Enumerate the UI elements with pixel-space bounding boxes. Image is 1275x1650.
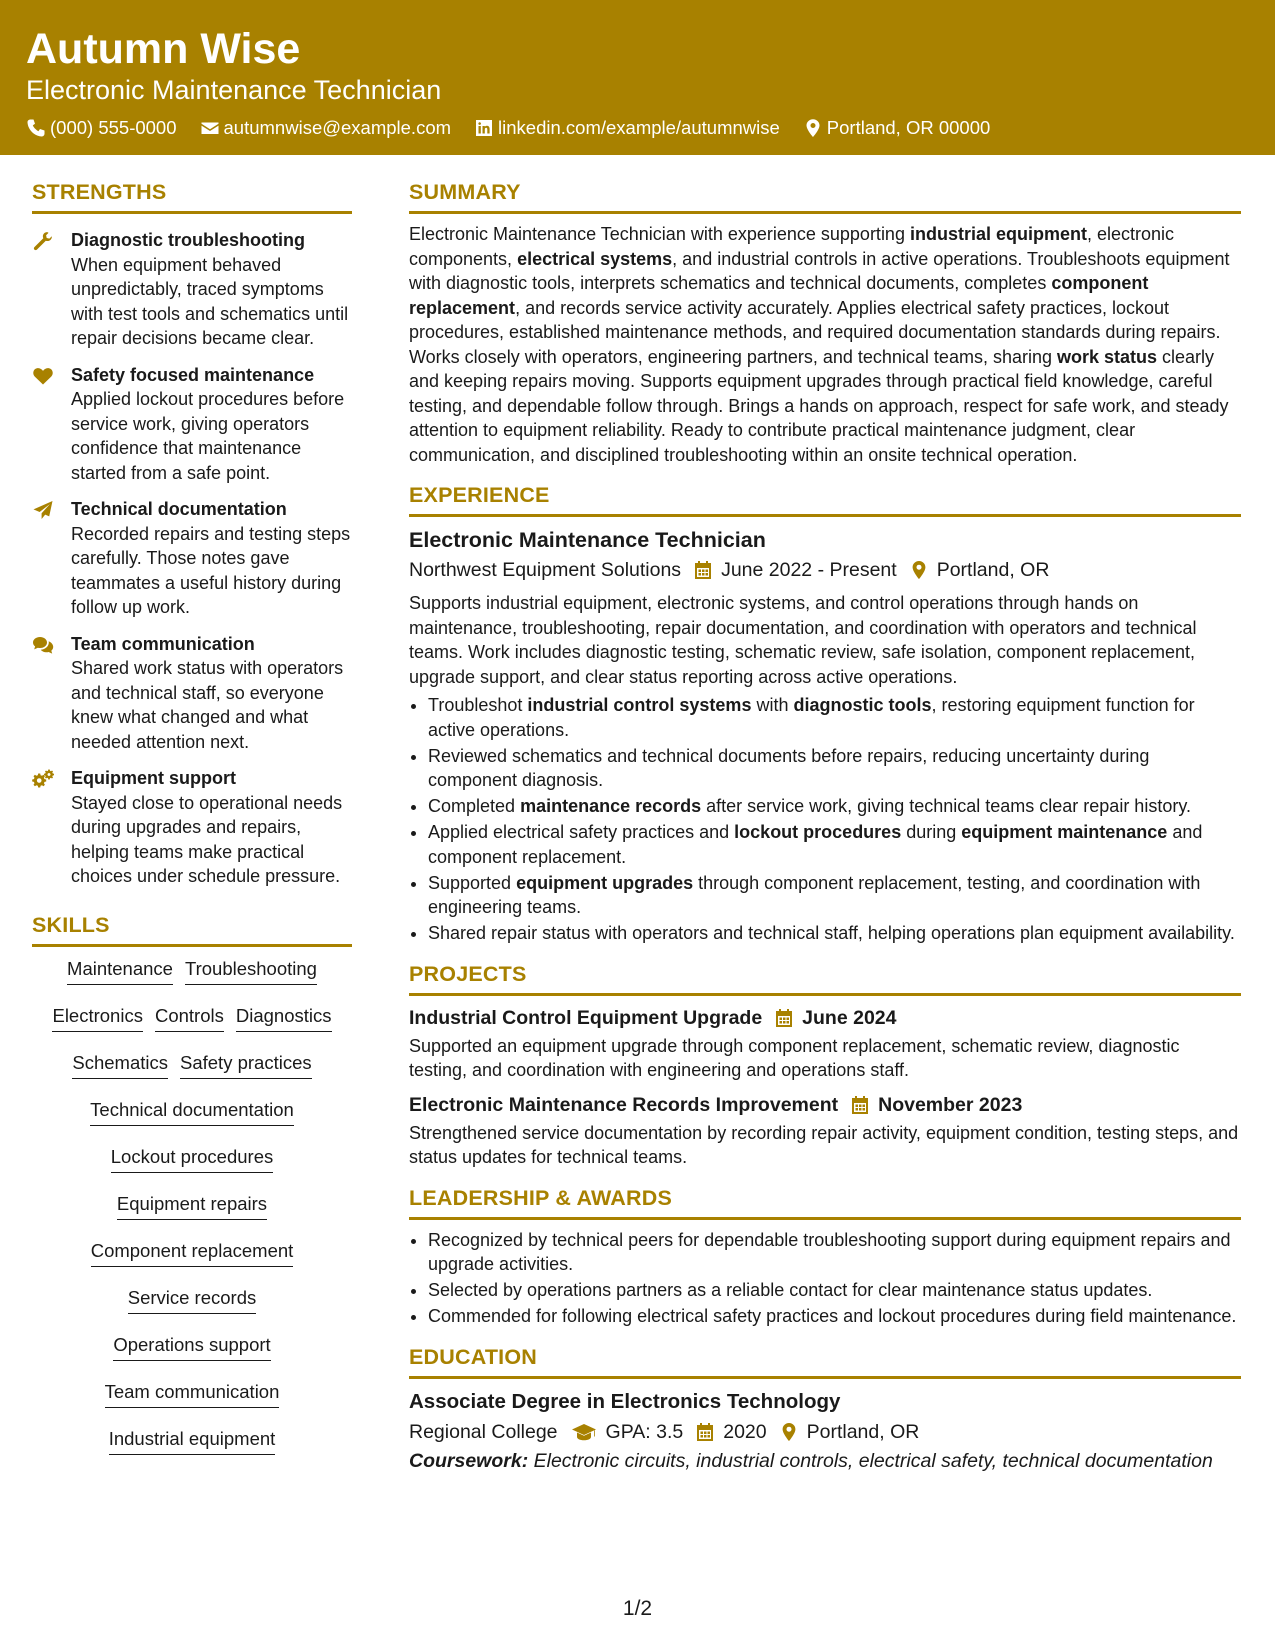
skill-row [32, 1145, 352, 1192]
job-description: Supports industrial equipment, electronic systems, and control operations through hands on maintenance, troubleshooting, repair documentation, and coordination with operators and technical teams. Work includes diagnostic testing, schematic review, safe isolation, component replacement, upgrade support, and clear status reporting across active operations. [409, 593, 1197, 687]
strength-item [32, 497, 352, 620]
skill-row [32, 1427, 352, 1474]
bold-phrase: industrial equipment [909, 224, 1087, 244]
calendar-icon [851, 1095, 869, 1115]
text-run: Completed [428, 796, 521, 816]
project-description: Strengthened service documentation by recording repair activity, equipment condition, testing steps, and status updates for technical teams. [409, 1122, 1239, 1167]
list-item: • Recognized by technical peers for dependable troubleshooting support during equipment repairs and upgrade activities. [428, 1228, 1241, 1277]
skill-tag: Industrial equipment [109, 1427, 276, 1455]
skill-tag: Operations support [113, 1333, 270, 1361]
project-date: June 2024 [802, 1006, 897, 1029]
cogs-icon [32, 769, 54, 789]
skills-heading: SKILLS [32, 911, 352, 947]
contact-phone [26, 114, 177, 142]
list-item [428, 820, 1241, 869]
skill-tag: Team communication [105, 1380, 280, 1408]
project-title: Electronic Maintenance Records Improvement [409, 1093, 839, 1116]
job-meta [409, 555, 1241, 585]
coursework [409, 1449, 1241, 1474]
degree-title: Associate Degree in Electronics Technology [409, 1389, 841, 1413]
text-run: , and records service activity accurately. Applies electrical safety practices, lockout procedures, established maintenance methods, and required documentation standards during repairs. Works closely with operators, engineering partners, and technical teams, sharing [409, 297, 1221, 367]
phone-icon [26, 118, 46, 138]
strength-title: Team communication [71, 633, 255, 654]
contact-location [803, 114, 991, 142]
job-bullets [409, 693, 1241, 946]
strength-item [32, 766, 352, 889]
skill-tag: Controls [155, 1004, 224, 1032]
skill-tag: Schematics [72, 1051, 168, 1079]
envelope-icon [200, 118, 220, 138]
strength-description: Recorded repairs and testing steps carefully. Those notes gave teammates a useful history during follow up work. [71, 523, 351, 617]
list-item [428, 871, 1241, 920]
project-item [409, 1004, 1241, 1083]
email-text: autumnwise@example.com [223, 117, 452, 138]
linkedin-text: linkedin.com/example/autumnwise [498, 117, 780, 138]
skill-row [32, 1333, 352, 1380]
candidate-title: Electronic Maintenance Technician [26, 75, 442, 105]
list-item [428, 794, 1241, 819]
coursework-label: Coursework: [409, 1449, 529, 1472]
skill-row [32, 1051, 352, 1098]
strength-title: Diagnostic troubleshooting [71, 230, 305, 250]
location-text: Portland, OR 00000 [826, 117, 991, 138]
project-header [409, 1004, 1241, 1032]
skill-tag: Equipment repairs [117, 1192, 267, 1220]
skill-row [32, 1380, 352, 1427]
comments-icon [32, 635, 54, 655]
gpa: GPA: 3.5 [605, 1420, 684, 1443]
wrench-icon [32, 231, 54, 251]
right-column [409, 178, 1241, 1487]
text-run: Applied electrical safety practices and [428, 822, 735, 842]
project-header [409, 1091, 1241, 1119]
text-run: and component replacement. [428, 822, 1203, 867]
strength-description: Shared work status with operators and technical staff, so everyone knew what changed and what needed attention next. [71, 658, 344, 752]
strength-item [32, 632, 352, 755]
education-location: Portland, OR [806, 1420, 920, 1443]
job-title: Electronic Maintenance Technician [409, 528, 766, 552]
strength-title: Technical documentation [71, 499, 287, 519]
text-run: with [751, 695, 794, 715]
strength-item [32, 363, 352, 486]
text-run: , restoring equipment function for active operations. [428, 695, 1195, 740]
skill-tag: Lockout procedures [111, 1145, 274, 1173]
strength-description: When equipment behaved unpredictably, traced symptoms with test tools and schematics until repair decisions became clear. [71, 254, 349, 348]
skill-row [32, 957, 352, 1004]
candidate-name: Autumn Wise [26, 25, 301, 73]
strength-description: Applied lockout procedures before service work, giving operators confidence that maintenance started from a safe point. [71, 389, 345, 483]
leadership-heading: LEADERSHIP & AWARDS [409, 1184, 1241, 1220]
school-name: Regional College [409, 1420, 558, 1443]
graduation-cap-icon [571, 1422, 597, 1442]
page-number: 1/2 [622, 1597, 653, 1620]
text-run: clearly and keeping repairs moving. Supports equipment upgrades through practical field knowledge, careful testing, and dependable follow through. Brings a hands on approach, respect for safe work, and steady attention to equipment reliability. Ready to contribute practical maintenance judgment, clear communication, and disciplined troubleshooting within an onsite technical operation. [409, 346, 1229, 465]
projects-section [409, 960, 1241, 1170]
contact-bar [26, 114, 1013, 142]
project-date: November 2023 [878, 1093, 1023, 1116]
bold-phrase: work status [1057, 346, 1158, 367]
skill-tag: Troubleshooting [185, 957, 317, 985]
education-heading: EDUCATION [409, 1343, 1241, 1379]
skill-tag: Technical documentation [90, 1098, 294, 1126]
text-run: Shared repair status with operators and technical staff, helping operations plan equipment availability. [428, 923, 1235, 943]
company-name: Northwest Equipment Solutions [409, 559, 682, 581]
project-description: Supported an equipment upgrade through component replacement, schematic review, diagnostic testing, and coordination with engineering and operations staff. [409, 1035, 1180, 1080]
phone-text: (000) 555-0000 [50, 117, 177, 138]
strengths-list [32, 228, 352, 889]
leadership-list [409, 1228, 1241, 1329]
heart-icon [32, 366, 54, 386]
map-marker-icon [910, 560, 928, 580]
bold-phrase: equipment upgrades [516, 872, 694, 893]
education-section [409, 1343, 1241, 1474]
skill-row [32, 1239, 352, 1286]
skill-tag: Component replacement [91, 1239, 294, 1267]
coursework-text: Electronic circuits, industrial controls, electrical safety, technical documentation [528, 1449, 1213, 1472]
text-run: through component replacement, testing, and coordination with engineering teams. [428, 872, 1201, 917]
strength-description: Stayed close to operational needs during upgrades and repairs, helping teams make practical choices under schedule pressure. [71, 792, 343, 886]
skill-row [32, 1286, 352, 1333]
bold-phrase: component replacement [409, 273, 1149, 318]
list-item [428, 744, 1241, 793]
experience-section [409, 481, 1241, 946]
text-run: during [901, 822, 962, 842]
skill-tag: Service records [128, 1286, 257, 1314]
summary-heading: SUMMARY [409, 178, 1241, 214]
strength-title: Safety focused maintenance [71, 364, 315, 385]
skill-tag: Safety practices [180, 1051, 312, 1079]
skill-tag: Electronics [52, 1004, 142, 1032]
text-run: after service work, giving technical teams clear repair history. [701, 796, 1191, 816]
skills-list [32, 957, 352, 1474]
text-run: Troubleshot [428, 695, 528, 715]
education-meta [409, 1417, 1241, 1447]
skill-tag: Maintenance [67, 957, 173, 985]
project-item [409, 1091, 1241, 1170]
contact-linkedin[interactable] [474, 114, 780, 142]
text-run: Electronic Maintenance Technician with experience supporting [409, 224, 910, 244]
linkedin-icon [474, 118, 494, 138]
job-dates: June 2022 - Present [721, 559, 897, 581]
calendar-icon [775, 1008, 793, 1028]
list-item [428, 921, 1241, 946]
projects-heading: PROJECTS [409, 960, 1241, 996]
strength-item [32, 228, 352, 351]
skill-row [32, 1004, 352, 1051]
bold-phrase: industrial control systems [527, 695, 752, 715]
strength-title: Equipment support [71, 768, 236, 788]
leadership-section [409, 1184, 1241, 1329]
skill-row [32, 1192, 352, 1239]
bold-phrase: maintenance records [520, 796, 702, 816]
text-run: Supported [428, 872, 517, 893]
experience-heading: EXPERIENCE [409, 481, 1241, 517]
calendar-icon [694, 560, 712, 580]
calendar-icon [696, 1422, 714, 1442]
contact-email[interactable] [200, 114, 452, 142]
summary-section [409, 178, 1241, 467]
bold-phrase: diagnostic tools [793, 695, 932, 715]
summary-text [409, 222, 1241, 467]
list-item [428, 693, 1241, 742]
job-location: Portland, OR [936, 559, 1050, 581]
paper-plane-icon [32, 500, 54, 520]
project-title: Industrial Control Equipment Upgrade [409, 1006, 763, 1029]
bold-phrase: electrical systems [517, 248, 673, 269]
text-run: Reviewed schematics and technical documents before repairs, reducing uncertainty during component diagnosis. [428, 745, 1150, 790]
skill-row [32, 1098, 352, 1145]
map-marker-icon [780, 1422, 798, 1442]
strengths-heading: STRENGTHS [32, 178, 352, 214]
text-run: , and industrial controls in active operations. Troubleshoots equipment with diagnostic tools, interprets schematics and technical documents, completes [409, 248, 1230, 293]
skill-tag: Diagnostics [236, 1004, 332, 1032]
list-item: • Commended for following electrical safety practices and lockout procedures during field maintenance. [428, 1304, 1241, 1329]
map-marker-icon [803, 118, 823, 138]
resume-header [0, 0, 1275, 155]
bold-phrase: equipment maintenance [961, 822, 1168, 842]
text-run: , electronic components, [409, 224, 1175, 269]
left-column [32, 178, 352, 1474]
bold-phrase: lockout procedures [734, 822, 902, 842]
graduation-year: 2020 [723, 1420, 767, 1443]
list-item: • Selected by operations partners as a reliable contact for clear maintenance status updates. [428, 1278, 1241, 1303]
